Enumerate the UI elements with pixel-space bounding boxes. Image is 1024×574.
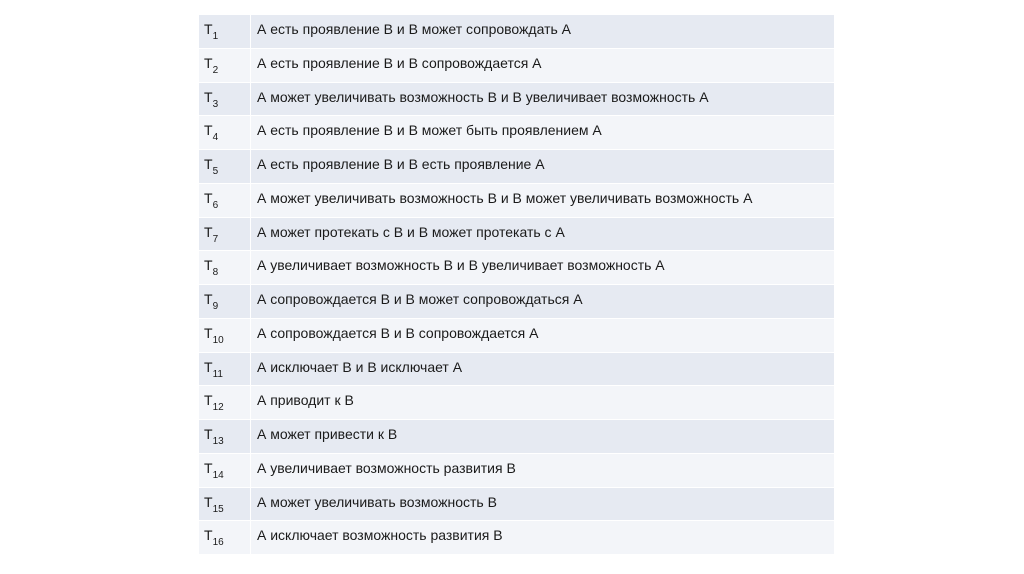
row-key-cell [199, 48, 251, 82]
table-row [199, 487, 835, 521]
row-text: А исключает возможность развития В [257, 527, 503, 544]
row-text-cell [251, 116, 835, 150]
row-text-cell [251, 217, 835, 251]
row-text-cell [251, 352, 835, 386]
row-key-cell [199, 285, 251, 319]
row-key: T [204, 426, 213, 442]
row-key: T [204, 257, 213, 274]
row-key-cell [199, 453, 251, 487]
relations-table [198, 14, 835, 555]
row-key-subscript: 7 [212, 233, 219, 245]
row-key-cell [199, 251, 251, 285]
row-text: А может привести к В [257, 426, 398, 442]
row-key-cell [199, 487, 251, 521]
table-row [199, 150, 835, 184]
row-key: T [204, 156, 213, 172]
row-text: А есть проявление В и В сопровождается А [257, 54, 542, 71]
row-text: А может увеличивать возможность В и В увеличивает возможность А [257, 88, 709, 105]
row-text: А исключает В и В исключает А [257, 358, 463, 375]
row-text: А может протекать с В и В может протекать с А [257, 223, 565, 240]
table-row [199, 386, 835, 420]
row-text-cell [251, 48, 835, 82]
row-key: T [204, 358, 213, 375]
row-key: T [204, 493, 213, 510]
row-text-cell [251, 150, 835, 184]
row-key-cell [199, 386, 251, 420]
row-text: А увеличивает возможность развития В [257, 459, 516, 476]
row-key-subscript: 6 [212, 199, 219, 211]
row-key-cell [199, 82, 251, 116]
row-text-cell [251, 15, 835, 49]
table-row [199, 251, 835, 285]
row-text: А сопровождается В и В сопровождается А [257, 324, 539, 341]
row-text: А есть проявление В и В есть проявление А [257, 156, 545, 172]
row-text: А может увеличивать возможность В [257, 493, 497, 510]
row-key: T [204, 88, 213, 105]
row-key-subscript: 4 [212, 132, 219, 144]
row-text: А может увеличивать возможность В и В может увеличивать возможность А [257, 189, 753, 206]
table-row [199, 48, 835, 82]
table-row [199, 318, 835, 352]
row-key: T [204, 392, 213, 409]
row-text: А есть проявление В и В может быть проявлением А [257, 122, 602, 139]
row-text-cell [251, 487, 835, 521]
row-text-cell [251, 82, 835, 116]
row-key-subscript: 14 [212, 469, 224, 481]
table-row [199, 116, 835, 150]
row-key-cell [199, 217, 251, 251]
row-key: T [204, 21, 213, 37]
row-key-cell [199, 150, 251, 184]
row-text-cell [251, 318, 835, 352]
row-key: T [204, 54, 213, 71]
table-row [199, 521, 835, 555]
row-text-cell [251, 285, 835, 319]
row-key: T [204, 459, 213, 476]
row-key-subscript: 12 [212, 402, 224, 414]
row-text-cell [251, 386, 835, 420]
row-text: А приводит к В [257, 392, 354, 409]
row-text-cell [251, 183, 835, 217]
row-key-cell [199, 15, 251, 49]
row-key-subscript: 8 [212, 267, 219, 279]
row-key-cell [199, 521, 251, 555]
row-text: А сопровождается В и В может сопровождаться А [257, 291, 583, 307]
row-text-cell [251, 420, 835, 454]
row-key-cell [199, 116, 251, 150]
table-row [199, 82, 835, 116]
table-row [199, 420, 835, 454]
row-key-cell [199, 420, 251, 454]
row-text: А увеличивает возможность В и В увеличивает возможность А [257, 257, 665, 274]
row-key-subscript: 2 [212, 64, 219, 76]
row-key-subscript: 15 [212, 503, 224, 515]
table-row [199, 453, 835, 487]
table-row [199, 352, 835, 386]
table-row [199, 217, 835, 251]
table-row [199, 15, 835, 49]
row-key-subscript: 5 [212, 166, 219, 177]
relations-table-body [199, 15, 835, 555]
row-key: T [204, 223, 213, 240]
row-key-subscript: 9 [212, 301, 219, 312]
row-key-cell [199, 352, 251, 386]
table-row [199, 285, 835, 319]
row-key-cell [199, 318, 251, 352]
table-row [199, 183, 835, 217]
row-key-subscript: 13 [212, 436, 224, 447]
row-text-cell [251, 521, 835, 555]
row-key-subscript: 11 [212, 368, 223, 380]
row-key: T [204, 324, 213, 341]
row-key-subscript: 3 [212, 98, 219, 110]
row-text-cell [251, 453, 835, 487]
row-key-cell [199, 183, 251, 217]
row-key: T [204, 291, 213, 307]
row-text: А есть проявление В и В может сопровождать А [257, 21, 572, 37]
row-key: T [204, 122, 213, 139]
row-key-subscript: 1 [212, 31, 219, 42]
row-key-subscript: 10 [212, 334, 224, 346]
row-text-cell [251, 251, 835, 285]
row-key: T [204, 527, 213, 544]
row-key-subscript: 16 [212, 537, 224, 549]
row-key: T [204, 189, 213, 206]
